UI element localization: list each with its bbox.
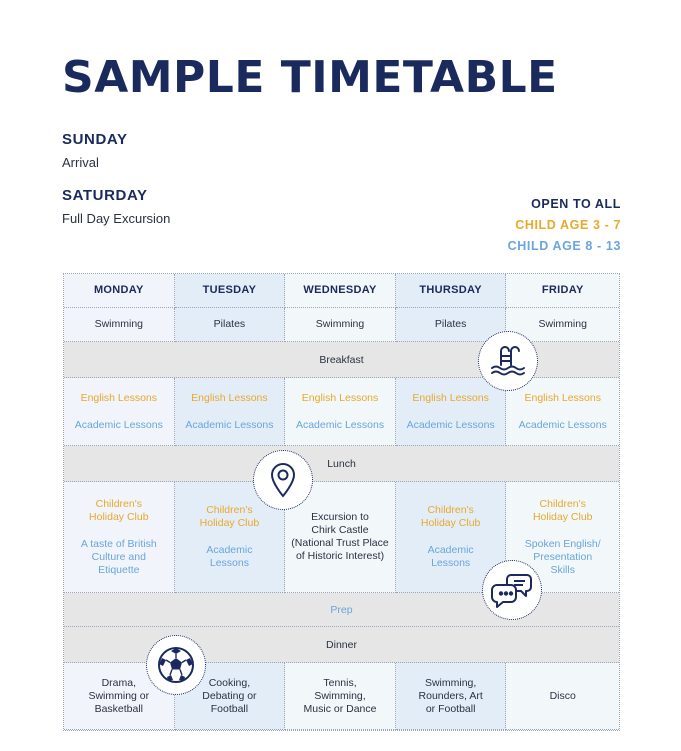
timetable-cell [396,378,507,446]
timetable-cell [285,378,396,446]
dinner-label: Dinner [64,627,619,663]
english-lessons: English Lessons [80,391,158,404]
day-header: TUESDAY [175,274,286,308]
lessons-row [64,378,619,446]
lunch-row [64,446,619,482]
legend-age-8-13: CHILD AGE 8 - 13 [507,239,621,253]
prep-label: Prep [64,593,619,627]
timetable-cell [64,378,175,446]
speech-bubbles-icon [482,560,542,620]
timetable-cell: Pilates [175,308,286,342]
timetable-cell: Pilates [396,308,507,342]
holiday-club: Children's Holiday Club [89,497,149,523]
academic-lessons: Academic Lessons [518,418,607,431]
day-header: THURSDAY [396,274,507,308]
lunch-label: Lunch [64,446,619,482]
timetable-cell: Swimming [285,308,396,342]
excursion-activity: Excursion to Chirk Castle (National Trust Place of Historic Interest) [291,511,389,562]
location-pin-icon [253,450,313,510]
timetable-cell [506,378,619,446]
holiday-club: Children's Holiday Club [420,504,481,529]
holiday-club: Children's Holiday Club [199,504,260,529]
older-activity: Academic Lessons [206,544,253,569]
timetable-cell: Cooking, Debating or Football [175,663,286,730]
timetable-cell: Swimming [506,308,619,342]
timetable-cell: Drama, Swimming or Basketball [64,663,175,730]
page-title: SAMPLE TIMETABLE [62,52,558,103]
breakfast-label: Breakfast [64,342,619,378]
timetable-cell [175,378,286,446]
saturday-heading: SATURDAY [62,187,148,204]
timetable-cell: Disco [506,663,619,730]
older-activity: Academic Lessons [427,544,474,569]
older-activity: A taste of British Culture and Etiquette [80,537,157,576]
day-header-row [64,274,619,308]
holiday-club: Children's Holiday Club [532,497,593,523]
saturday-activity: Full Day Excursion [62,211,171,226]
older-activity: Spoken English/ Presentation Skills [524,537,601,576]
academic-lessons: Academic Lessons [295,418,385,431]
english-lessons: English Lessons [412,391,489,404]
english-lessons: English Lessons [301,391,379,404]
timetable-cell: Swimming [64,308,175,342]
academic-lessons: Academic Lessons [406,418,495,431]
morning-row [64,308,619,342]
academic-lessons: Academic Lessons [185,418,274,431]
sunday-activity: Arrival [62,155,99,170]
timetable-cell [64,482,175,593]
timetable-cell: Swimming, Rounders, Art or Football [396,663,507,730]
academic-lessons: Academic Lessons [74,418,163,431]
day-header: MONDAY [64,274,175,308]
timetable-cell: Tennis, Swimming, Music or Dance [285,663,396,730]
day-header: FRIDAY [506,274,619,308]
football-icon [146,635,206,695]
legend-open-to-all: OPEN TO ALL [531,197,621,211]
english-lessons: English Lessons [524,391,601,404]
legend-age-3-7: CHILD AGE 3 - 7 [515,218,621,232]
swimming-pool-icon [478,331,538,391]
day-header: WEDNESDAY [285,274,396,308]
english-lessons: English Lessons [191,391,268,404]
sunday-heading: SUNDAY [62,131,128,148]
